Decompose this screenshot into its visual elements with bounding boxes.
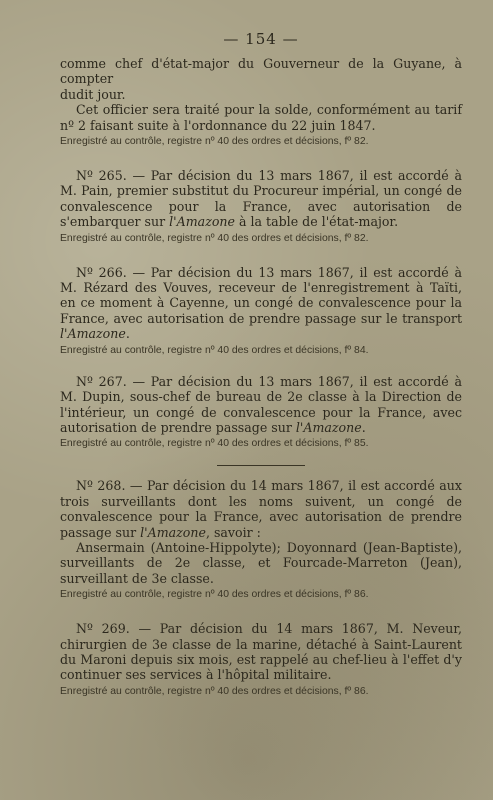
decision-entry-265 [60, 168, 462, 245]
decision-body: — Par décision du 13 mars 1867, il est accordé à M. Rézard des Vouves, receveur de l'enregistrement à Taïti, en ce moment à Cayenne, un congé de convalescence pour la France, avec autorisation de prendre passage sur le transport [60, 264, 462, 326]
registration-note: Enregistré au contrôle, registre nº 40 des ordres et décisions, fº 86. [60, 589, 369, 601]
registration-note: Enregistré au contrôle, registre nº 40 des ordres et décisions, fº 85. [60, 438, 369, 450]
fragment-line-2: dudit jour. [60, 86, 126, 102]
decision-number: Nº 267. [76, 373, 127, 389]
decision-text [60, 478, 462, 540]
decision-body-end: . [361, 419, 366, 435]
decision-text [60, 265, 462, 342]
top-fragment [60, 56, 462, 148]
ship-name: l'Amazone [169, 214, 235, 230]
decision-entry-268 [60, 478, 462, 601]
decision-entry-269 [60, 621, 462, 698]
decision-number: Nº 269. [76, 621, 130, 637]
decision-body-end: à la table de l'état-major. [234, 214, 399, 230]
decision-number: Nº 265. [76, 168, 127, 184]
fragment-line-1: comme chef d'état-major du Gouverneur de la Guyane, à compter [60, 56, 462, 87]
decision-body: — Par décision du 13 mars 1867, il est accordé à M. Dupin, sous-chef de bureau de 2e classe à la Direction de l'intérieur, un congé de convalescence pour la France, avec autorisation de prendre passage sur [60, 373, 462, 435]
section-divider [217, 465, 305, 466]
decision-body: — Par décision du 13 mars 1867, il est accordé à M. Pain, premier substitut du Procureur impérial, un congé de convalescence pour la France, avec autorisation de s'embarquer sur [60, 168, 462, 230]
document-page [60, 30, 462, 698]
decision-body-end: . [125, 326, 130, 342]
surveillants-list: Ansermain (Antoine-Hippolyte); Doyonnard (Jean-Baptiste), surveillants de 2e classe, et Fourcade-Marreton (Jean), surveillant de 3e classe. [60, 539, 462, 586]
registration-note: Enregistré au contrôle, registre nº 40 des ordres et décisions, fº 86. [60, 685, 369, 697]
decision-text [60, 621, 462, 683]
ship-name: l'Amazone [140, 524, 206, 540]
decision-text [60, 168, 462, 230]
decision-number: Nº 266. [76, 264, 127, 280]
fragment-line [60, 56, 462, 102]
fragment-paragraph: Cet officier sera traité pour la solde, conformément au tarif nº 2 faisant suite à l'ordonnance du 22 juin 1847. [60, 102, 462, 133]
page-number: — 154 — [223, 30, 299, 48]
decision-body: — Par décision du 14 mars 1867, M. Neveur, chirurgien de 3e classe de la marine, détaché à Saint-Laurent du Maroni depuis six mois, est rappelé au chef-lieu à l'effet d'y continuer ses services à l'hôpital militaire. [60, 621, 462, 683]
registration-note: Enregistré au contrôle, registre nº 40 des ordres et décisions, fº 82. [60, 136, 369, 148]
decision-entry-266 [60, 265, 462, 357]
registration-note: Enregistré au contrôle, registre nº 40 des ordres et décisions, fº 82. [60, 232, 369, 244]
ship-name: l'Amazone [60, 326, 126, 342]
decision-text [60, 374, 462, 436]
ship-name: l'Amazone [295, 419, 362, 435]
decision-body: — Par décision du 14 mars 1867, il est accordé aux trois surveillants dont les noms suivent, un congé de convalescence pour la France, avec autorisation de prendre passage sur [60, 478, 462, 540]
registration-note: Enregistré au contrôle, registre nº 40 des ordres et décisions, fº 84. [60, 344, 369, 356]
decision-number: Nº 268. [76, 478, 126, 494]
decision-entry-267 [60, 374, 462, 451]
decision-body-end: , savoir : [205, 524, 261, 540]
